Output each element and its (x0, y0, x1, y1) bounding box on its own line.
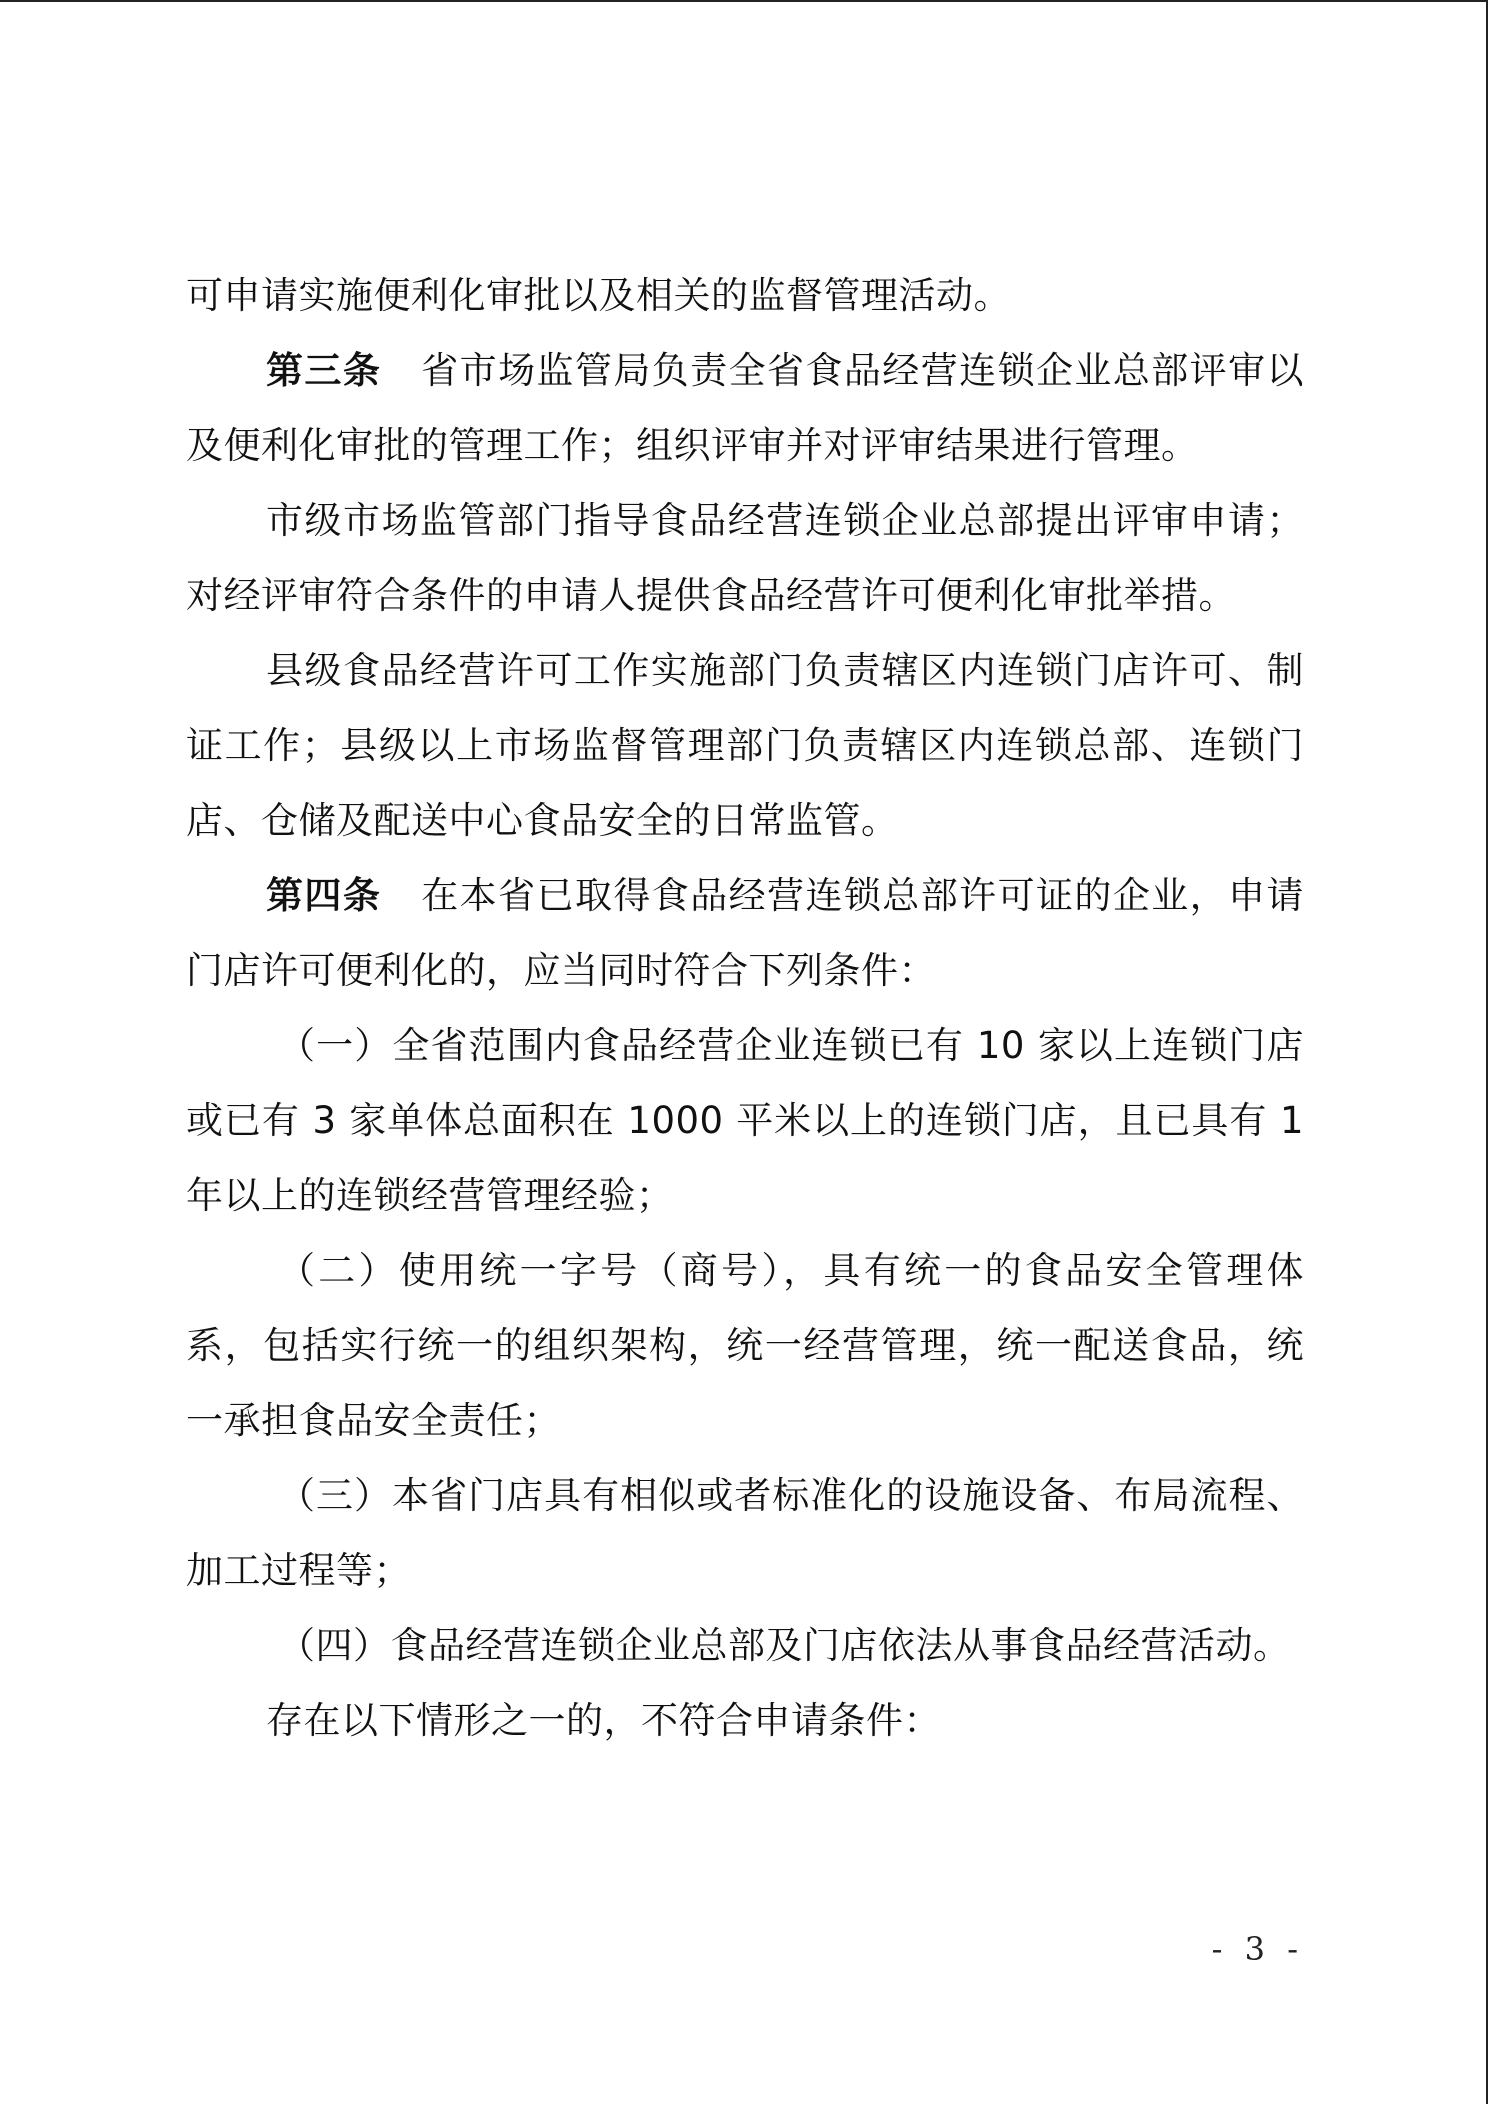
article-4-text: 在本省已取得食品经营连锁总部许可证的企业，申请门店许可便利化的，应当同时符合下列条件： (186, 874, 1305, 992)
article-4-paragraph (186, 858, 1304, 1008)
page-number: - 3 - (1211, 1930, 1304, 1968)
document-body (186, 258, 1304, 1758)
article-3-text: 省市场监管局负责全省食品经营连锁企业总部评审以及便利化审批的管理工作；组织评审并对评审结果进行管理。 (186, 349, 1305, 467)
condition-item-4: （四）食品经营连锁企业总部及门店依法从事食品经营活动。 (278, 1624, 1291, 1667)
paragraph-continuation: 可申请实施便利化审批以及相关的监督管理活动。 (186, 274, 1011, 317)
condition-item-3: （三）本省门店具有相似或者标准化的设施设备、布局流程、加工过程等； (186, 1474, 1304, 1592)
condition-item-1: （一）全省范围内食品经营企业连锁已有 10 家以上连锁门店或已有 3 家单体总面积在 1000 平米以上的连锁门店，且已具有 1 年以上的连锁经营管理经验； (186, 1024, 1304, 1217)
condition-item-2: （二）使用统一字号（商号），具有统一的食品安全管理体系，包括实行统一的组织架构，统一经营管理，统一配送食品，统一承担食品安全责任； (186, 1249, 1304, 1442)
article-4-title: 第四条 (266, 874, 382, 917)
article-3-paragraph (186, 333, 1304, 483)
article-3-title: 第三条 (266, 349, 382, 392)
paragraph-exclusions: 存在以下情形之一的，不符合申请条件： (266, 1699, 941, 1742)
paragraph-county-level: 县级食品经营许可工作实施部门负责辖区内连锁门店许可、制证工作；县级以上市场监督管理部门负责辖区内连锁总部、连锁门店、仓储及配送中心食品安全的日常监管。 (186, 649, 1304, 842)
paragraph-city-level: 市级市场监管部门指导食品经营连锁企业总部提出评审申请；对经评审符合条件的申请人提供食品经营许可便利化审批举措。 (186, 499, 1304, 617)
